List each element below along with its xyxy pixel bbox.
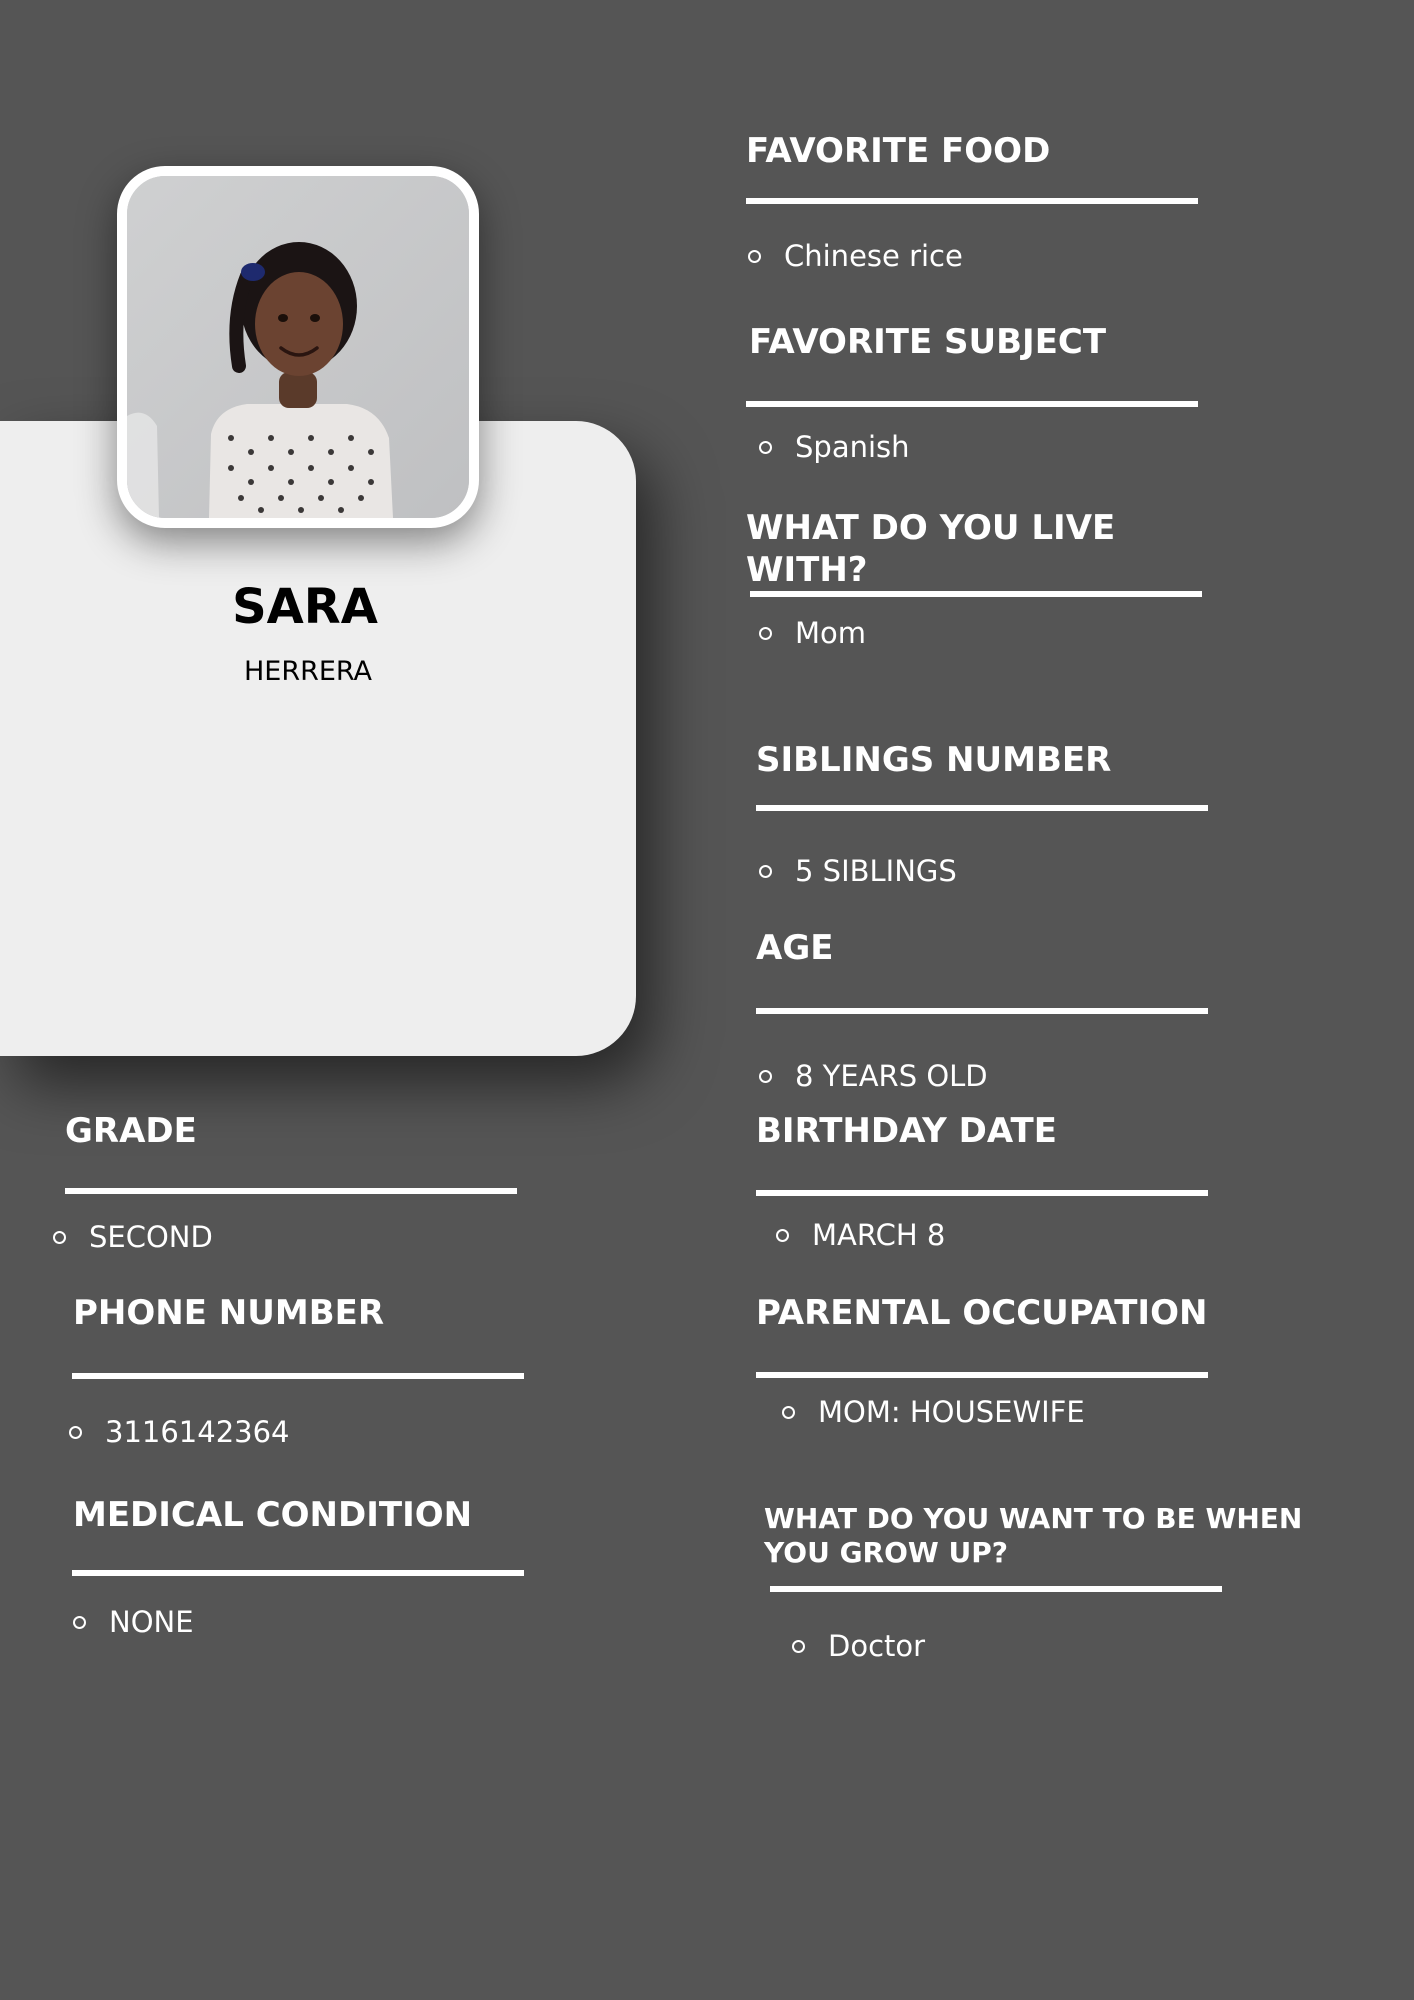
- section-favorite-food: [746, 130, 1051, 273]
- section-value: Spanish: [795, 430, 910, 464]
- last-name: HERRERA: [243, 656, 373, 687]
- divider: [65, 1188, 517, 1194]
- divider: [746, 198, 1198, 204]
- section-heading: FAVORITE SUBJECT: [749, 322, 1107, 362]
- section-favorite-subject: [749, 321, 1107, 464]
- divider: [756, 1372, 1208, 1378]
- first-name: SARA: [232, 579, 378, 635]
- section-phone: [73, 1292, 385, 1449]
- section-future: [764, 1502, 1324, 1663]
- section-parental-occupation: [756, 1292, 1208, 1429]
- section-heading: SIBLINGS NUMBER: [756, 740, 1112, 780]
- divider: [72, 1570, 524, 1576]
- section-heading: WHAT DO YOU LIVE WITH?: [746, 508, 1116, 590]
- section-heading: AGE: [756, 928, 834, 968]
- section-value: 8 YEARS OLD: [795, 1059, 988, 1093]
- divider: [756, 805, 1208, 811]
- section-heading: PHONE NUMBER: [73, 1293, 385, 1333]
- section-heading: BIRTHDAY DATE: [756, 1111, 1057, 1151]
- section-heading: MEDICAL CONDITION: [73, 1495, 473, 1535]
- divider: [756, 1008, 1208, 1014]
- section-heading: PARENTAL OCCUPATION: [756, 1293, 1208, 1333]
- section-age: [756, 927, 988, 1093]
- section-value: MOM: HOUSEWIFE: [818, 1395, 1085, 1429]
- section-value: MARCH 8: [812, 1218, 946, 1252]
- section-value: 5 SIBLINGS: [795, 854, 957, 888]
- section-live-with: [746, 507, 1146, 650]
- section-value: Mom: [795, 616, 867, 650]
- divider: [756, 1190, 1208, 1196]
- section-heading: WHAT DO YOU WANT TO BE WHEN YOU GROW UP?: [764, 1502, 1303, 1569]
- section-value: SECOND: [89, 1220, 213, 1254]
- child-portrait-image: [127, 176, 469, 518]
- section-value: Doctor: [828, 1629, 926, 1663]
- section-value: Chinese rice: [784, 239, 963, 273]
- divider: [72, 1373, 524, 1379]
- section-value: NONE: [109, 1605, 194, 1639]
- section-value: 3116142364: [105, 1415, 290, 1449]
- section-siblings: [756, 739, 1112, 888]
- section-medical: [73, 1494, 473, 1639]
- divider: [746, 401, 1198, 407]
- section-birthday: [756, 1110, 1057, 1252]
- divider: [770, 1586, 1222, 1592]
- profile-photo: [117, 166, 479, 528]
- divider: [750, 591, 1202, 597]
- section-grade: [65, 1110, 213, 1254]
- section-heading: FAVORITE FOOD: [746, 131, 1051, 171]
- section-heading: GRADE: [65, 1111, 197, 1151]
